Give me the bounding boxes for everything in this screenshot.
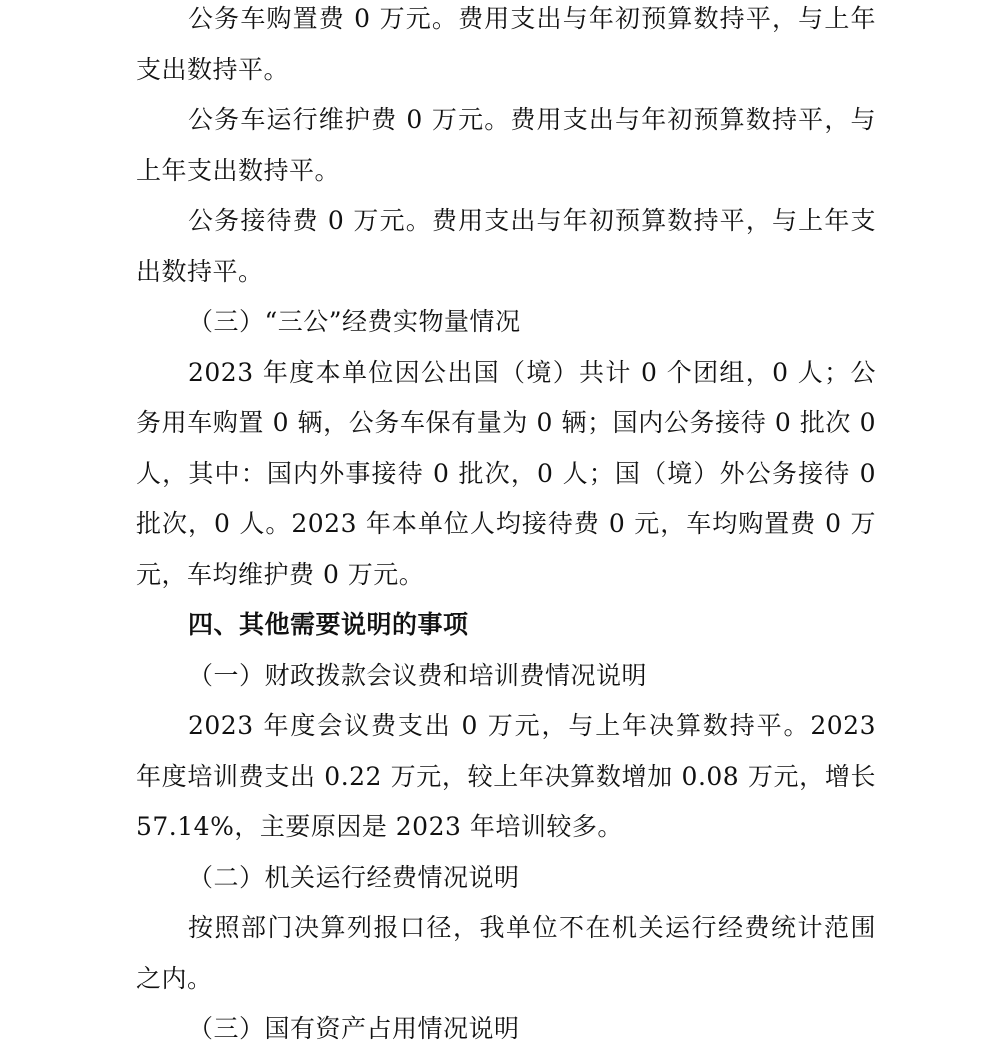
subheading-state-assets: （三）国有资产占用情况说明 <box>188 1014 520 1043</box>
paragraph-meeting-training: 2023 年度会议费支出 0 万元，与上年决算数持平。2023 年度培训费支出 0.22 万元，较上年决算数增加 0.08 万元，增长 57.14%，主要原因是 2023 年培训较多。 <box>136 711 876 841</box>
paragraph-vehicle-purchase: 公务车购置费 0 万元。费用支出与年初预算数持平，与上年支出数持平。 <box>136 4 876 84</box>
paragraph-vehicle-maintenance: 公务车运行维护费 0 万元。费用支出与年初预算数持平，与上年支出数持平。 <box>136 105 876 185</box>
subheading-operating-funds: （二）机关运行经费情况说明 <box>188 862 520 892</box>
paragraph-reception: 公务接待费 0 万元。费用支出与年初预算数持平，与上年支出数持平。 <box>136 206 876 286</box>
paragraph-operating-funds: 按照部门决算列报口径，我单位不在机关运行经费统计范围之内。 <box>136 913 876 993</box>
paragraph-physical-quantity: 2023 年度本单位因公出国（境）共计 0 个团组，0 人；公务用车购置 0 辆，公务车保有量为 0 辆；国内公务接待 0 批次 0 人，其中：国内外事接待 0 批次，0 人；国（境）外公务接待 0 批次，0 人。2023 年本单位人均接待费 0 元，车均购置费 0 万元，车均维护费 0 万元。 <box>136 357 876 589</box>
subheading-meeting-training: （一）财政拨款会议费和培训费情况说明 <box>188 660 648 690</box>
subheading-physical-quantity: （三）“三公”经费实物量情况 <box>188 307 521 336</box>
section-heading-other-matters: 四、其他需要说明的事项 <box>188 610 469 639</box>
document-page <box>136 0 876 1055</box>
